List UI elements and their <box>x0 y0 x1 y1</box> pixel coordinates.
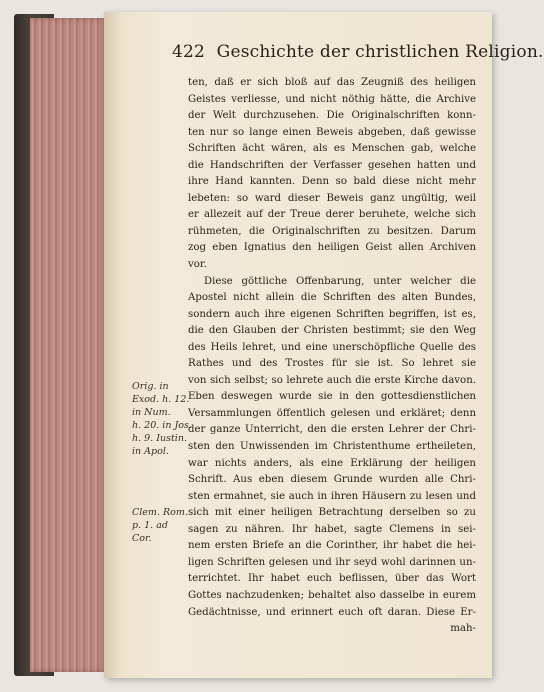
text-line: Rathes und des Trostes für sie ist. So lehret sie <box>188 358 476 370</box>
text-line: Schrift. Aus eben diesem Grunde wurden alle Chri- <box>188 474 476 486</box>
text-line: Eben deswegen wurde sie in den gottesdienstlichen <box>188 391 476 403</box>
text-line: der Welt durchzusehen. Die Originalschriften konn- <box>188 110 476 122</box>
text-line: rühmeten, die Originalschriften zu besitzen. Darum <box>188 225 476 237</box>
text-line: ligen Schriften gelesen und ihr seyd wohl darinnen un- <box>188 556 476 568</box>
text-line: terrichtet. Ihr habet euch beflissen, über das Wort <box>188 573 476 585</box>
text-line: ten, daß er sich bloß auf das Zeugniß des heiligen <box>188 77 476 88</box>
text-line: Gedächtnisse, und erinnert euch oft daran. Diese Er- <box>188 606 476 618</box>
text-line: des Heils lehret, und eine unerschöpfliche Quelle des <box>188 341 476 353</box>
text-line: die Handschriften der Verfasser gesehen hatten und <box>188 159 476 171</box>
text-line: sich mit einer heiligen Betrachtung derselben so zu <box>188 507 476 519</box>
text-line: Apostel nicht allein die Schriften des alten Bundes, <box>188 292 476 304</box>
text-line: war nichts anders, als eine Erklärung der heiligen <box>188 457 476 469</box>
text-line: sten ermahnet, sie auch in ihren Häusern zu lesen und <box>188 490 476 502</box>
body-text <box>188 75 476 638</box>
margin-note-line: Clem. Rom. <box>132 507 188 518</box>
text-line: von sich selbst; so lehrete auch die erste Kirche davon. <box>188 374 476 386</box>
text-line: ten nur so lange einen Beweis abgeben, daß gewisse <box>188 126 476 138</box>
text-line: er allezeit auf der Treue derer beruhete, welche sich <box>188 209 476 221</box>
text-line: sondern auch ihre eigenen Schriften begriffen, ist es, <box>188 308 476 320</box>
margin-note-line: in Apol. <box>132 446 169 457</box>
text-line: vor. <box>188 259 207 271</box>
text-line: Geistes verliesse, und nicht nöthig hätte, die Archive <box>188 93 476 105</box>
margin-note-line: in Num. <box>132 407 171 418</box>
text-line: Gottes nachzudenken; behaltet also dasselbe in eurem <box>188 589 476 601</box>
margin-note-line: Exod. h. 12. <box>132 394 190 405</box>
text-line: die den Glauben der Christen bestimmt; sie den Weg <box>188 325 476 337</box>
text-line: lebeten: so ward dieser Beweis ganz ungültig, weil <box>188 192 476 204</box>
text-line: Versammlungen öffentlich gelesen und erkläret; denn <box>188 407 476 419</box>
margin-note-origen <box>132 380 192 458</box>
text-line: Diese göttliche Offenbarung, unter welcher die <box>204 275 476 287</box>
catchword: mah- <box>450 623 476 635</box>
page-edges <box>30 18 108 672</box>
page-number: 422 <box>172 42 206 62</box>
text-line: ihre Hand kannten. Denn so bald diese nicht mehr <box>188 176 476 188</box>
margin-note-line: Orig. in <box>132 381 169 392</box>
text-line: der ganze Unterricht, den die ersten Lehrer der Chri- <box>188 424 476 436</box>
text-line: sten den Unwissenden im Christenthume ertheileten, <box>188 441 476 453</box>
text-line: zog eben Ignatius den heiligen Geist allen Archiven <box>188 242 476 254</box>
text-line: sagen zu nähren. Ihr habet, sagte Clemens in sei- <box>188 523 476 535</box>
margin-note-line: p. 1. ad <box>132 520 168 531</box>
page-header <box>172 42 544 62</box>
margin-note-line: h. 9. Iustin. <box>132 433 187 444</box>
book-page <box>104 12 544 678</box>
margin-note-line: Cor. <box>132 533 152 544</box>
running-head: Geschichte der christlichen Religion. <box>216 42 544 62</box>
margin-note-line: h. 20. in Jos. <box>132 420 192 431</box>
text-line: Schriften ächt wären, als es Menschen gab, welche <box>188 143 476 155</box>
margin-note-clemens <box>132 506 188 545</box>
text-line: nem ersten Briefe an die Corinther, ihr habet die hei- <box>188 540 476 552</box>
